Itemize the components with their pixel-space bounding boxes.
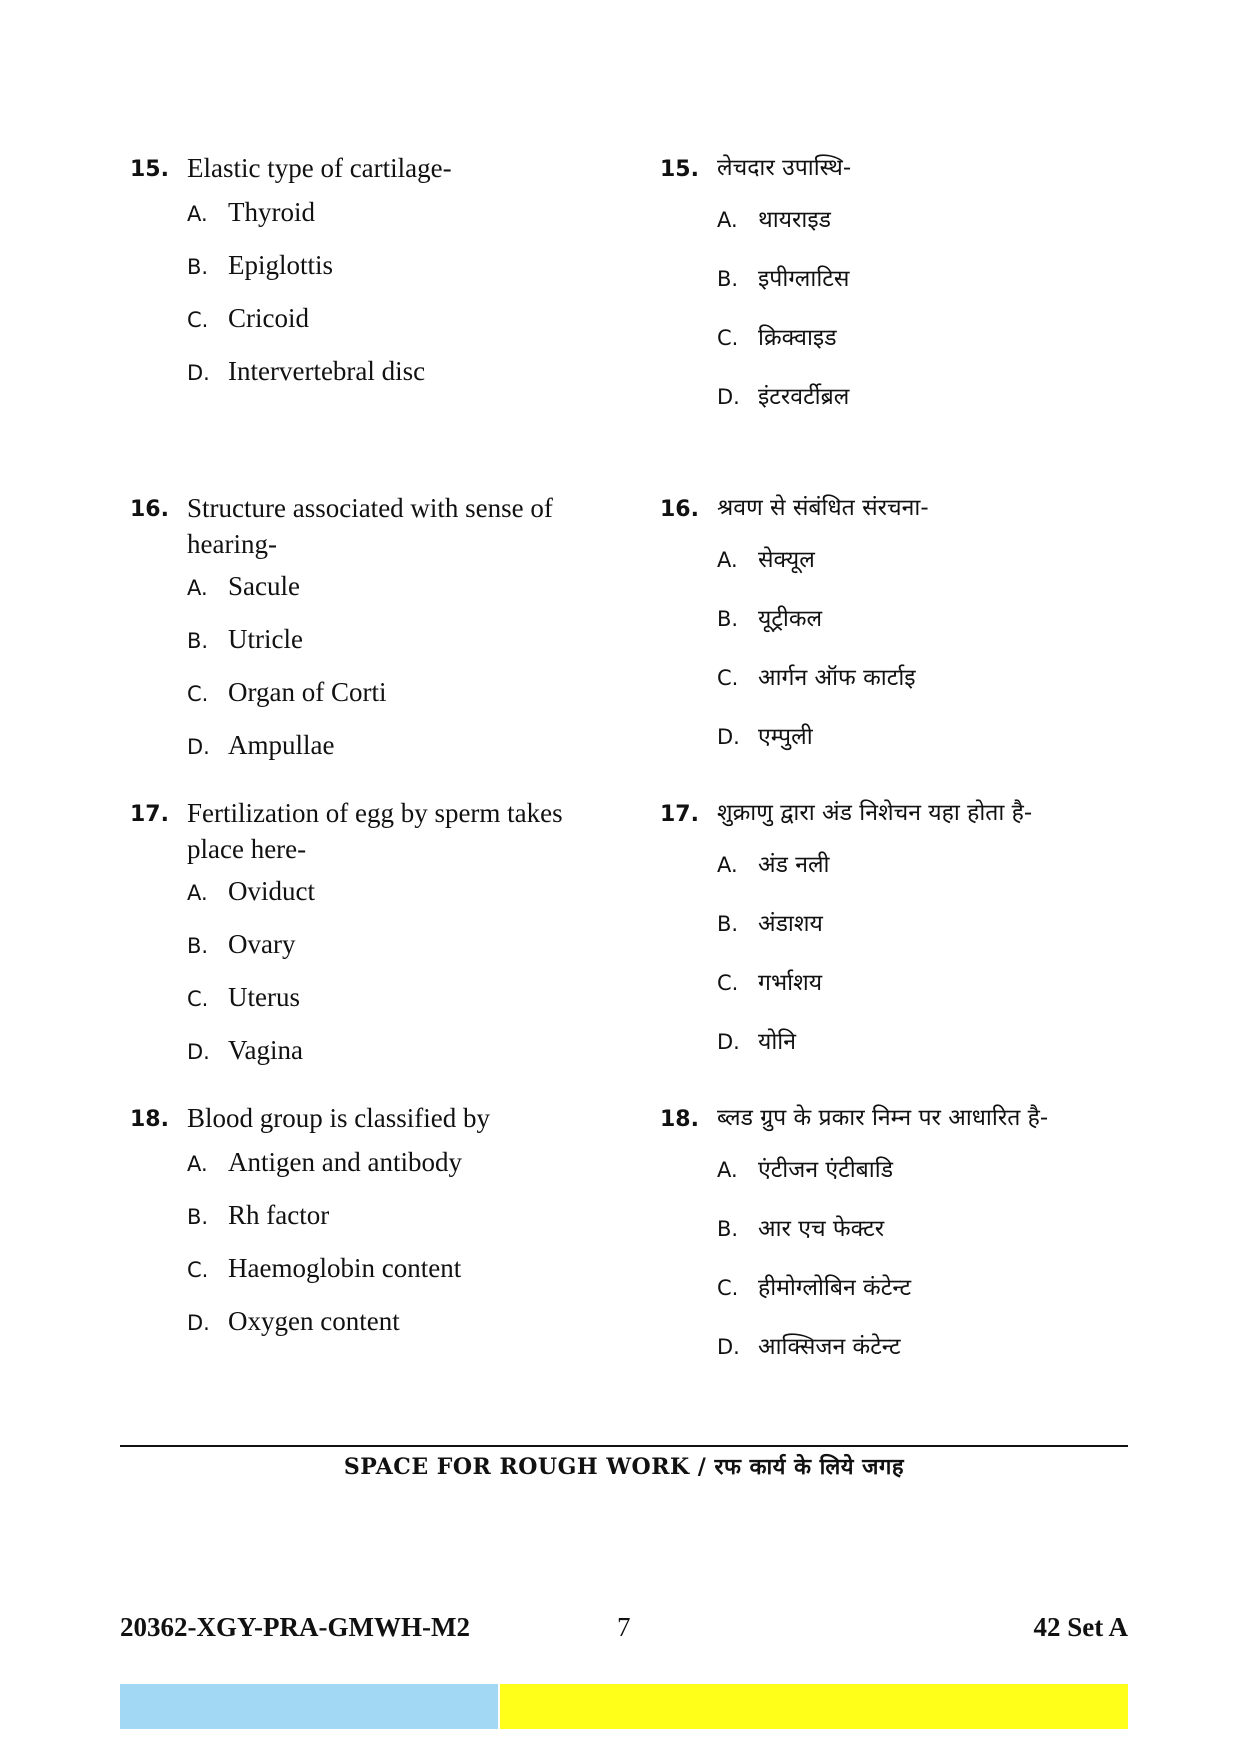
option-letter: C.: [717, 971, 739, 995]
option-letter: C.: [187, 308, 209, 332]
question-text: Elastic type of cartilage-: [187, 153, 452, 183]
option-letter: B.: [187, 1205, 209, 1229]
option-text: Antigen and antibody: [228, 1147, 462, 1177]
option-letter: A.: [187, 576, 208, 600]
option-text: सेक्यूल: [758, 547, 815, 573]
option-text: इपीग्लाटिस: [758, 266, 850, 292]
option-list: [187, 562, 600, 774]
option-letter: A.: [187, 202, 208, 226]
option-letter: C.: [187, 987, 209, 1011]
option-b: [187, 615, 600, 668]
option-c: [717, 306, 1140, 365]
option-letter: C.: [187, 1258, 209, 1282]
page-number: 7: [617, 1612, 631, 1642]
question-number: 17.: [660, 802, 699, 827]
option-letter: C.: [717, 1276, 739, 1300]
option-list: [187, 188, 600, 400]
question-16-hi: [660, 490, 1140, 764]
option-text: Rh factor: [228, 1200, 330, 1230]
question-number: 17.: [130, 802, 169, 827]
option-letter: A.: [717, 548, 738, 572]
option-letter: A.: [187, 881, 208, 905]
option-c: [717, 646, 1140, 705]
option-text: Ovary: [228, 929, 296, 959]
question-number: 16.: [130, 497, 169, 522]
option-letter: B.: [187, 629, 209, 653]
question-17-hi: [660, 795, 1140, 1069]
option-letter: A.: [717, 208, 738, 232]
option-letter: A.: [717, 853, 738, 877]
option-text: Oxygen content: [228, 1306, 400, 1336]
set-label: 42 Set A: [1033, 1612, 1128, 1642]
question-number: 15.: [130, 157, 169, 182]
option-d: [717, 1010, 1140, 1069]
option-letter: B.: [717, 267, 739, 291]
option-b: [187, 241, 600, 294]
question-17-en: [130, 795, 600, 1079]
option-b: [187, 1191, 600, 1244]
option-b: [717, 587, 1140, 646]
option-list: [717, 833, 1140, 1069]
option-a: [717, 188, 1140, 247]
option-list: [717, 528, 1140, 764]
question-text: ब्लड ग्रुप के प्रकार निम्न पर आधारित है-: [717, 1105, 1049, 1131]
option-letter: C.: [717, 666, 739, 690]
option-text: Uterus: [228, 982, 300, 1012]
option-letter: B.: [717, 1217, 739, 1241]
option-letter: D.: [187, 1040, 210, 1064]
option-text: Epiglottis: [228, 250, 334, 280]
option-c: [187, 973, 600, 1026]
option-list: [717, 1138, 1140, 1374]
option-b: [717, 892, 1140, 951]
option-letter: B.: [717, 912, 739, 936]
option-c: [187, 1244, 600, 1297]
question-text: Fertilization of egg by sperm takes place here-: [187, 798, 563, 864]
option-text: अंड नली: [758, 852, 830, 878]
option-d: [717, 1315, 1140, 1374]
option-text: Oviduct: [228, 876, 315, 906]
option-list: [187, 867, 600, 1079]
option-letter: D.: [187, 735, 210, 759]
option-letter: D.: [717, 725, 740, 749]
footer-color-bar-left: [120, 1684, 498, 1729]
option-c: [187, 294, 600, 347]
option-letter: B.: [187, 255, 209, 279]
option-text: अंडाशय: [758, 911, 823, 937]
option-a: [187, 1138, 600, 1191]
footer-color-bar-right: [500, 1684, 1128, 1729]
option-text: आर एच फेक्टर: [758, 1216, 885, 1242]
option-text: Ampullae: [228, 730, 335, 760]
option-text: Cricoid: [228, 303, 309, 333]
question-18-en: [130, 1100, 600, 1350]
option-text: Utricle: [228, 624, 303, 654]
option-letter: D.: [717, 385, 740, 409]
option-letter: B.: [717, 607, 739, 631]
option-d: [187, 721, 600, 774]
option-text: इंटरवर्टीब्रल: [758, 384, 850, 410]
option-text: आक्सिजन कंटेन्ट: [758, 1334, 901, 1360]
option-letter: D.: [187, 1311, 210, 1335]
option-text: एम्पुली: [758, 724, 813, 750]
question-text: शुक्राणु द्वारा अंड निशेचन यहा होता है-: [717, 800, 1033, 826]
option-letter: D.: [717, 1030, 740, 1054]
question-number: 15.: [660, 157, 699, 182]
question-number: 18.: [130, 1107, 169, 1132]
question-16-en: [130, 490, 600, 774]
rough-work-heading: SPACE FOR ROUGH WORK / रफ कार्य के लिये जगह: [343, 1454, 905, 1480]
option-a: [187, 867, 600, 920]
option-text: आर्गन ऑफ कार्टाइ: [758, 665, 916, 691]
option-a: [187, 188, 600, 241]
option-d: [187, 347, 600, 400]
question-text: श्रवण से संबंधित संरचना-: [717, 495, 929, 521]
question-text: Structure associated with sense of hearing-: [187, 493, 553, 559]
option-letter: A.: [187, 1152, 208, 1176]
option-a: [717, 833, 1140, 892]
question-number: 18.: [660, 1107, 699, 1132]
option-d: [187, 1297, 600, 1350]
option-text: क्रिक्वाइड: [758, 325, 837, 351]
question-15-en: [130, 150, 600, 400]
option-text: हीमोग्लोबिन कंटेन्ट: [758, 1275, 912, 1301]
question-18-hi: [660, 1100, 1140, 1374]
option-d: [187, 1026, 600, 1079]
option-text: Vagina: [228, 1035, 303, 1065]
option-letter: A.: [717, 1158, 738, 1182]
option-letter: C.: [187, 682, 209, 706]
option-list: [187, 1138, 600, 1350]
option-text: Sacule: [228, 571, 300, 601]
option-text: यूट्रीकल: [758, 606, 823, 632]
option-c: [187, 668, 600, 721]
option-c: [717, 1256, 1140, 1315]
option-d: [717, 365, 1140, 424]
question-number: 16.: [660, 497, 699, 522]
option-text: Thyroid: [228, 197, 315, 227]
option-letter: B.: [187, 934, 209, 958]
option-a: [717, 1138, 1140, 1197]
option-a: [717, 528, 1140, 587]
option-a: [187, 562, 600, 615]
option-text: एंटीजन एंटीबाडि: [758, 1157, 894, 1183]
question-text: Blood group is classified by: [187, 1103, 490, 1133]
option-text: Haemoglobin content: [228, 1253, 462, 1283]
paper-code: 20362-XGY-PRA-GMWH-M2: [120, 1612, 470, 1642]
option-text: Intervertebral disc: [228, 356, 426, 386]
option-letter: C.: [717, 326, 739, 350]
option-b: [717, 1197, 1140, 1256]
question-text: लेचदार उपास्थि-: [717, 155, 852, 181]
option-letter: D.: [187, 361, 210, 385]
rough-work-divider: [120, 1445, 1128, 1447]
option-text: Organ of Corti: [228, 677, 387, 707]
option-letter: D.: [717, 1335, 740, 1359]
option-text: गर्भाशय: [758, 970, 823, 996]
question-15-hi: [660, 150, 1140, 424]
option-b: [187, 920, 600, 973]
option-b: [717, 247, 1140, 306]
option-text: थायराइड: [758, 207, 831, 233]
option-text: योनि: [758, 1029, 797, 1055]
option-list: [717, 188, 1140, 424]
option-c: [717, 951, 1140, 1010]
option-d: [717, 705, 1140, 764]
